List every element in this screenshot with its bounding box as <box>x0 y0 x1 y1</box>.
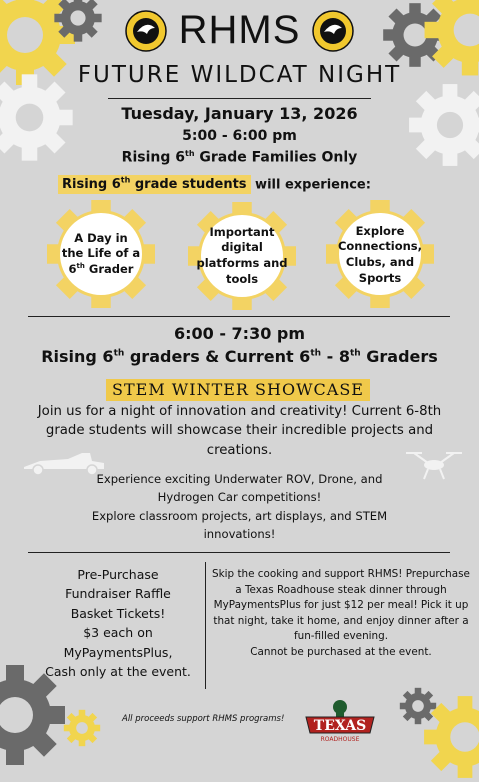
highlight-digital-platforms: Important digital platforms and tools <box>196 224 288 286</box>
session1-time: 5:00 - 6:00 pm <box>182 128 297 144</box>
gear-icon <box>62 708 102 748</box>
vertical-divider <box>205 562 206 689</box>
raffle-info: Pre-Purchase Fundraiser Raffle Basket Tickets! $3 each on MyPaymentsPlus, Cash only at the event. <box>45 567 191 679</box>
divider <box>28 552 450 553</box>
event-date: Tuesday, January 13, 2026 <box>121 104 358 123</box>
roadhouse-info: Skip the cooking and support RHMS! Prepurchase a Texas Roadhouse steak dinner through MyPaymentsPlus for just $12 per meal! Pick it up that night, take it home, and enjoy dinner after a fun-filled evening. Cannot be purchased at the event. <box>212 568 470 659</box>
competitions-text: Experience exciting Underwater ROV, Drone, and Hydrogen Car competitions! <box>96 472 383 504</box>
highlight-connections: Explore Connections, Clubs, and Sports <box>337 223 423 285</box>
wildcat-logo-icon <box>125 10 167 52</box>
school-name: RHMS <box>178 8 301 52</box>
showcase-title: STEM WINTER SHOWCASE <box>106 379 370 401</box>
session1-audience: Rising 6th Grade Families Only <box>121 149 358 166</box>
divider <box>108 98 371 99</box>
experience-heading: Rising 6th grade students will experience: <box>58 176 371 192</box>
gear-icon <box>420 692 479 782</box>
highlight-day-in-life: A Day in the Life of a 6th Grader <box>61 230 141 276</box>
header <box>0 8 479 53</box>
footer-note: All proceeds support RHMS programs! <box>122 714 285 724</box>
session2-audience: Rising 6th graders & Current 6th - 8th Graders <box>41 347 438 366</box>
explore-text: Explore classroom projects, art displays, and STEM innovations! <box>91 509 388 541</box>
event-title: FUTURE WILDCAT NIGHT <box>77 62 402 88</box>
drone-icon <box>402 447 466 483</box>
wildcat-logo-icon <box>312 10 354 52</box>
texas-roadhouse-logo <box>300 697 380 745</box>
svg-text:ROADHOUSE: ROADHOUSE <box>320 736 360 743</box>
session2-time: 6:00 - 7:30 pm <box>173 324 306 343</box>
showcase-description: Join us for a night of innovation and creativity! Current 6-8th grade students will showcase their incredible projects and creations. <box>37 404 442 458</box>
divider <box>28 316 450 317</box>
highlighted-text: Rising 6th grade students <box>58 175 251 194</box>
svg-text:TEXAS: TEXAS <box>313 718 367 734</box>
